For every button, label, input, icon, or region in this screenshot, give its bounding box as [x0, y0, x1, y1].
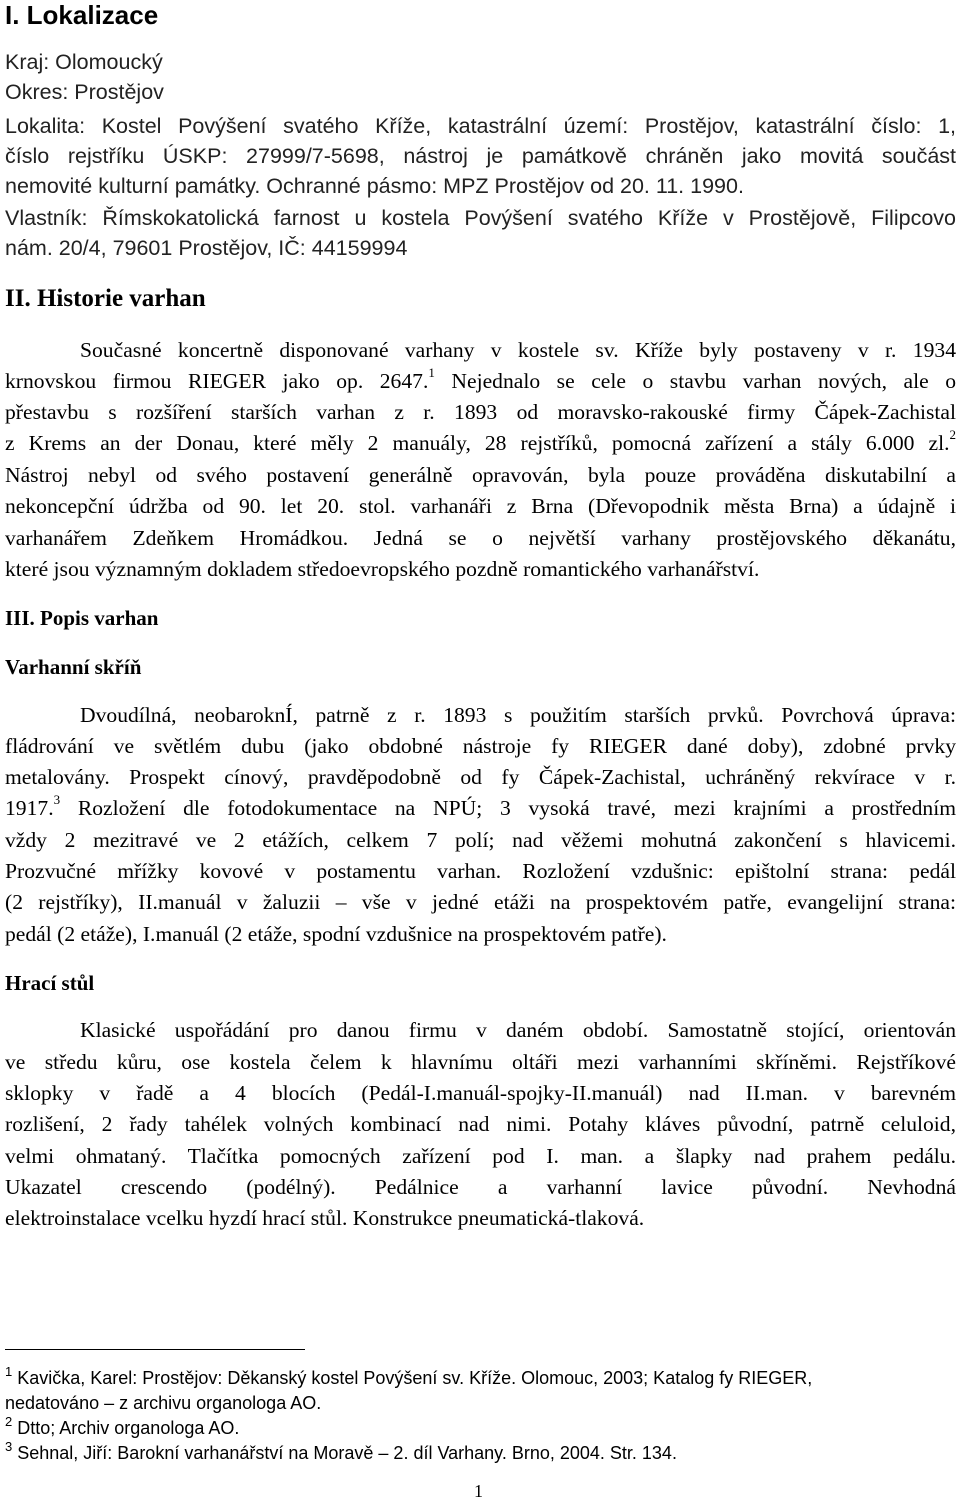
historie-line-6: nekoncepční údržba od 90. let 20. stol. varhanáři z Brna (Dřevopodnik města Brna) a údajně i: [5, 494, 956, 518]
footnote-2: $^2$ Dtto; Archiv organologa AO.: [5, 1414, 240, 1438]
subheading-varhanni-skrin: Varhanní skříň: [5, 655, 142, 679]
historie-line-3: přestavbu s rozšíření starších varhan z r. 1893 od moravsko-rakouské firmy Čápek-Zachistal: [5, 400, 956, 424]
footnote-1-continuation: nedatováno – z archivu organologa AO.: [5, 1393, 322, 1413]
lokalita-line: Lokalita: Kostel Povýšení svatého Kříže, katastrální území: Prostějov, katastrální číslo: 1,: [5, 114, 956, 138]
historie-line-2: krnovskou firmou RIEGER jako op. 2647.$^1$ Nejednalo se cele o stavbu varhan nových, ale o: [5, 365, 957, 393]
skrin-line-1: Dvoudílná, neobaroknÍ, patrně z r. 1893 s použitím starších prvků. Povrchová úprava:: [80, 703, 956, 727]
historie-line-1: Současné koncertně disponované varhany v kostele sv. Kříže byly postaveny v r. 1934: [80, 338, 956, 362]
stul-line-3: sklopky v řadě a 4 blocích (Pedál-I.manuál-spojky-II.manuál) nad II.man. v barevném: [5, 1081, 956, 1105]
skrin-line-7: (2 rejstříky), II.manuál v žaluzii – vše v jedné etáži na prospektovém patře, evangelijní strana:: [5, 890, 956, 914]
subheading-hraci-stul: Hrací stůl: [5, 971, 95, 995]
section-heading-historie: II. Historie varhan: [5, 285, 206, 312]
stul-line-2: ve středu kůru, ose kostela čelem k hlavnímu oltáři mezi varhanními skříněmi. Rejstříkové: [5, 1050, 956, 1074]
footnote-1: $^1$ Kavička, Karel: Prostějov: Děkanský kostel Povýšení sv. Kříže. Olomouc, 2003; Katalog fy RIEGER,: [5, 1364, 813, 1388]
stul-line-5: velmi ohmataný. Tlačítka pomocných zařízení pod I. man. a šlapky nad prahem pedálu.: [5, 1144, 956, 1168]
historie-line-7: varhanářem Zdeňkem Hromádkou. Jedná se o největší varhany prostějovského děkanátu,: [5, 526, 956, 550]
historie-line-4: z Krems an der Donau, které měly 2 manuály, 28 rejstříků, pomocná zařízení a stály 6.000 zl.$^2$: [5, 427, 956, 455]
footnote-ref-2: 2: [949, 427, 956, 442]
skrin-line-2: fládrování ve světlém dubu (jako obdobné nástroje fy RIEGER dané doby), zdobné prvky: [5, 734, 956, 758]
skrin-line-5: vždy 2 mezitravé ve 2 etážích, celkem 7 polí; nad věžemi mohutná zakončení s hlavicemi.: [5, 828, 956, 852]
skrin-line-8: pedál (2 etáže), I.manuál (2 etáže, spodní vzdušnice na prospektovém patře).: [5, 922, 667, 946]
adresa-line: nám. 20/4, 79601 Prostějov, IČ: 44159994: [5, 236, 408, 260]
footnote-ref-3: 3: [53, 792, 61, 807]
historie-line-8: které jsou významným dokladem středoevropského pozdně romantického varhanářství.: [5, 557, 760, 581]
skrin-line-6: Prozvučné mřížky kovové v postamentu varhan. Rozložení vzdušnic: epištolní strana: pedál: [5, 859, 956, 883]
uskp-line: číslo rejstříku ÚSKP: 27999/7-5698, nástroj je památkově chráněn jako movitá součást: [5, 144, 956, 168]
historie-line-5: Nástroj nebyl od svého postavení generálně opravován, byla pouze prováděna diskutabilní a: [5, 463, 956, 487]
section-heading-popis: III. Popis varhan: [5, 606, 159, 630]
okres-line: Okres: Prostějov: [5, 80, 164, 104]
footnote-separator: [5, 1349, 305, 1350]
page-number: 1: [474, 1481, 483, 1501]
stul-line-7: elektroinstalace vcelku hyzdí hrací stůl. Konstrukce pneumatická-tlaková.: [5, 1206, 645, 1230]
ochranne-pasmo-line: nemovité kulturní památky. Ochranné pásmo: MPZ Prostějov od 20. 11. 1990.: [5, 174, 744, 198]
vlastnik-line: Vlastník: Římskokatolická farnost u kostela Povýšení svatého Kříže v Prostějově, Filipcovo: [5, 206, 956, 230]
footnote-ref-1: 1: [428, 365, 435, 380]
stul-line-6: Ukazatel crescendo (podélný). Pedálnice a varhanní lavice původní. Nevhodná: [5, 1175, 956, 1199]
kraj-line: Kraj: Olomoucký: [5, 50, 163, 74]
footnote-3: $^3$ Sehnal, Jiří: Barokní varhanářství na Moravě – 2. díl Varhany. Brno, 2004. Str. 134.: [5, 1439, 677, 1463]
skrin-line-3: metalovány. Prospekt cínový, pravděpodobně od fy Čápek-Zachistal, uchráněný rekvírace v r.: [5, 765, 956, 789]
stul-line-4: rozlišení, 2 řady tahélek volných kombinací nad nimi. Potahy kláves původní, patrně celuloid,: [5, 1112, 956, 1136]
section-heading-lokalizace: I. Lokalizace: [5, 0, 159, 30]
skrin-line-4: 1917.$^3$ Rozložení dle fotodokumentace na NPÚ; 3 vysoká travé, mezi krajními a prostředním: [5, 792, 956, 820]
stul-line-1: Klasické uspořádání pro danou firmu v daném období. Samostatně stojící, orientován: [80, 1018, 956, 1042]
